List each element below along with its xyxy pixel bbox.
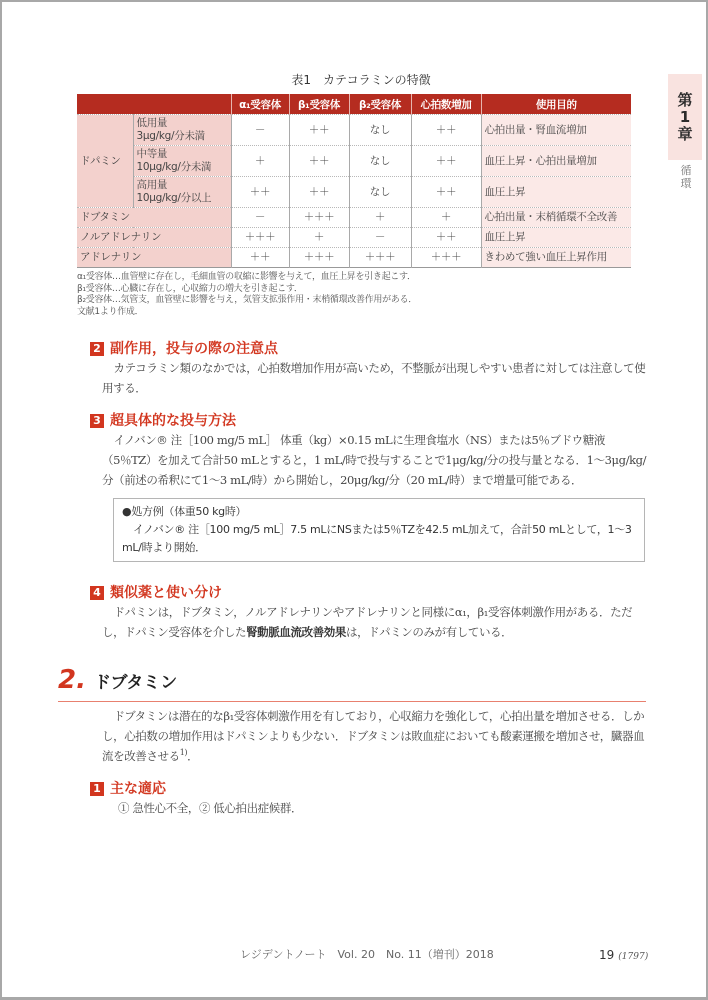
catecholamine-table: [77, 94, 631, 268]
cell-hr: ＋＋＋: [411, 248, 481, 268]
chapter-heading: [58, 664, 652, 699]
cell-b1: ＋＋: [289, 177, 349, 208]
section-heading: [90, 340, 652, 358]
table-header-row: [77, 94, 631, 115]
dose-name: 中等量: [136, 148, 168, 160]
section-title: 類似薬と使い分け: [110, 585, 222, 601]
header-alpha1: α₁受容体: [231, 94, 289, 115]
cell-b1: ＋＋: [289, 146, 349, 177]
cell-b2: なし: [349, 115, 411, 146]
cell-b2: －: [349, 228, 411, 248]
drug-name: ノルアドレナリン: [77, 228, 231, 248]
cell-hr: ＋＋: [411, 115, 481, 146]
body-text: ドブタミンは潜在的なβ₁受容体刺激作用を有しており，心収縮力を強化して，心拍出量を増加させる．しかし，心拍数の増加作用はドパミンよりも少ない．ドブタミンは敗血症においても酸素運搬を増加させ，臓器血流を改善させる: [102, 709, 645, 763]
cell-hr: ＋＋: [411, 177, 481, 208]
page-number-block: [599, 948, 648, 964]
table-row: [77, 115, 631, 146]
drug-name: ドブタミン: [77, 208, 231, 228]
chapter-tab-char: 章: [677, 124, 693, 143]
cell-a1: ＋: [231, 146, 289, 177]
table-note: β₂受容体…気管支，血管壁に影響を与え，気管支拡張作用・末梢循環改善作用がある．: [77, 295, 417, 305]
cell-a1: ＋＋: [231, 248, 289, 268]
prescription-text: イノバン® 注［100 mg/5 mL］7.5 mLにNSまたは5％TZを42.5 mL加えて，合計50 mLとして，1〜3 mL/時より開始．: [122, 523, 632, 554]
cell-purpose: 血圧上昇: [481, 177, 631, 208]
section-heading: [90, 584, 652, 602]
cell-hr: ＋＋: [411, 146, 481, 177]
cell-b2: なし: [349, 146, 411, 177]
main-content: [58, 72, 652, 818]
section-number-badge: 4: [90, 586, 104, 600]
dose-name: 高用量: [136, 179, 168, 191]
table-row: [77, 177, 631, 208]
dose-range: 10μg/kg/分以上: [136, 192, 212, 204]
cell-hr: ＋: [411, 208, 481, 228]
chapter-title: ドブタミン: [93, 673, 178, 693]
table-row: [77, 208, 631, 228]
dose-name: 低用量: [136, 117, 168, 129]
cell-a1: －: [231, 115, 289, 146]
cell-purpose: 心拍出量・腎血流増加: [481, 115, 631, 146]
highlight-text: 腎動脈血流改善効果: [246, 625, 346, 639]
header-beta2: β₂受容体: [349, 94, 411, 115]
chapter-tab-char: 1: [679, 107, 691, 126]
cell-b2: なし: [349, 177, 411, 208]
section-body: ① 急性心不全，② 低心拍出症候群．: [118, 801, 303, 815]
table-notes: [77, 272, 652, 318]
prescription-example-box: [113, 498, 645, 562]
table-row: [77, 146, 631, 177]
chapter-body: [102, 706, 650, 766]
cell-purpose: 心拍出量・末梢循環不全改善: [481, 208, 631, 228]
section-title: 副作用，投与の際の注意点: [110, 341, 278, 357]
header-blank: [77, 94, 231, 115]
cell-b1: ＋＋＋: [289, 248, 349, 268]
body-text: ドパミンは，ドブタミン，ノルアドレナリンやアドレナリンと同様にα₁，β₁受容体刺激作用がある．ただし，ドパミン受容体を介した: [102, 605, 633, 639]
section-heading: [90, 412, 652, 430]
section-title: 主な適応: [110, 781, 166, 797]
page-number: 19: [599, 948, 615, 962]
chapter-tab-char: 第: [677, 90, 693, 109]
prescription-title: ●処方例（体重50 kg時）: [122, 505, 247, 518]
chapter-subtitle: 循環: [680, 164, 692, 190]
chapter-number: 2.: [58, 665, 86, 695]
section-body: カテコラミン類のなかでは，心拍数増加作用が高いため，不整脈が出現しやすい患者に対しては注意して使用する．: [102, 361, 646, 395]
dose-range: 10μg/kg/分未満: [136, 161, 212, 173]
drug-name: アドレナリン: [77, 248, 231, 268]
dose-cell: [133, 146, 231, 177]
section-number-badge: 3: [90, 414, 104, 428]
section-title: 超具体的な投与方法: [110, 413, 236, 429]
cell-a1: ＋＋: [231, 177, 289, 208]
dopamine-label: ドパミン: [77, 115, 133, 208]
section-heading: [90, 780, 652, 798]
section-number-badge: 1: [90, 782, 104, 796]
cell-purpose: 血圧上昇・心拍出量増加: [481, 146, 631, 177]
cell-b1: ＋＋: [289, 115, 349, 146]
body-text: は，ドパミンのみが有している．: [345, 625, 513, 639]
section-body: イノバン® 注［100 mg/5 mL］ 体重（kg）×0.15 mLに生理食塩水（NS）または5％ブドウ糖液（5％TZ）を加えて合計50 mLとすると，1 mL/時で投与することで1μg/kg/分の投与量となる．1〜3μg/kg/分（前述の希釈にて1〜3 mL/時）から開始し，20μg/kg/分（20 mL/時）まで増量可能である．: [102, 433, 647, 487]
dose-cell: [133, 177, 231, 208]
cell-a1: ＋＋＋: [231, 228, 289, 248]
journal-footer: レジデントノート Vol. 20 No. 11（増刊）2018: [240, 948, 494, 961]
cell-hr: ＋＋: [411, 228, 481, 248]
chapter-tab: [668, 74, 702, 160]
table-note: β₁受容体…心臓に存在し，心収縮力の増大を引き起こす．: [77, 283, 303, 294]
dose-cell: [133, 115, 231, 146]
table-note: α₁受容体…血管壁に存在し，毛細血管の収縮に影響を与えて，血圧上昇を引き起こす．: [77, 272, 416, 282]
section-body: [102, 602, 650, 642]
table-row: [77, 248, 631, 268]
table-row: [77, 228, 631, 248]
header-beta1: β₁受容体: [289, 94, 349, 115]
section-number-badge: 2: [90, 342, 104, 356]
body-text: ．: [187, 749, 199, 763]
cell-purpose: きわめて強い血圧上昇作用: [481, 248, 631, 268]
cell-b2: ＋＋＋: [349, 248, 411, 268]
chapter-rule: [58, 701, 646, 702]
cell-purpose: 血圧上昇: [481, 228, 631, 248]
header-heart-rate: 心拍数増加: [411, 94, 481, 115]
cell-b2: ＋: [349, 208, 411, 228]
reference-mark: 1): [179, 748, 188, 758]
header-purpose: 使用目的: [481, 94, 631, 115]
cell-b1: ＋＋＋: [289, 208, 349, 228]
cell-a1: －: [231, 208, 289, 228]
table-note: 文献1より作成．: [77, 306, 144, 317]
table-title: 表1 カテコラミンの特徴: [291, 73, 431, 87]
dose-range: 3μg/kg/分未満: [136, 130, 205, 142]
page-number-total: (1797): [618, 952, 649, 962]
cell-b1: ＋: [289, 228, 349, 248]
